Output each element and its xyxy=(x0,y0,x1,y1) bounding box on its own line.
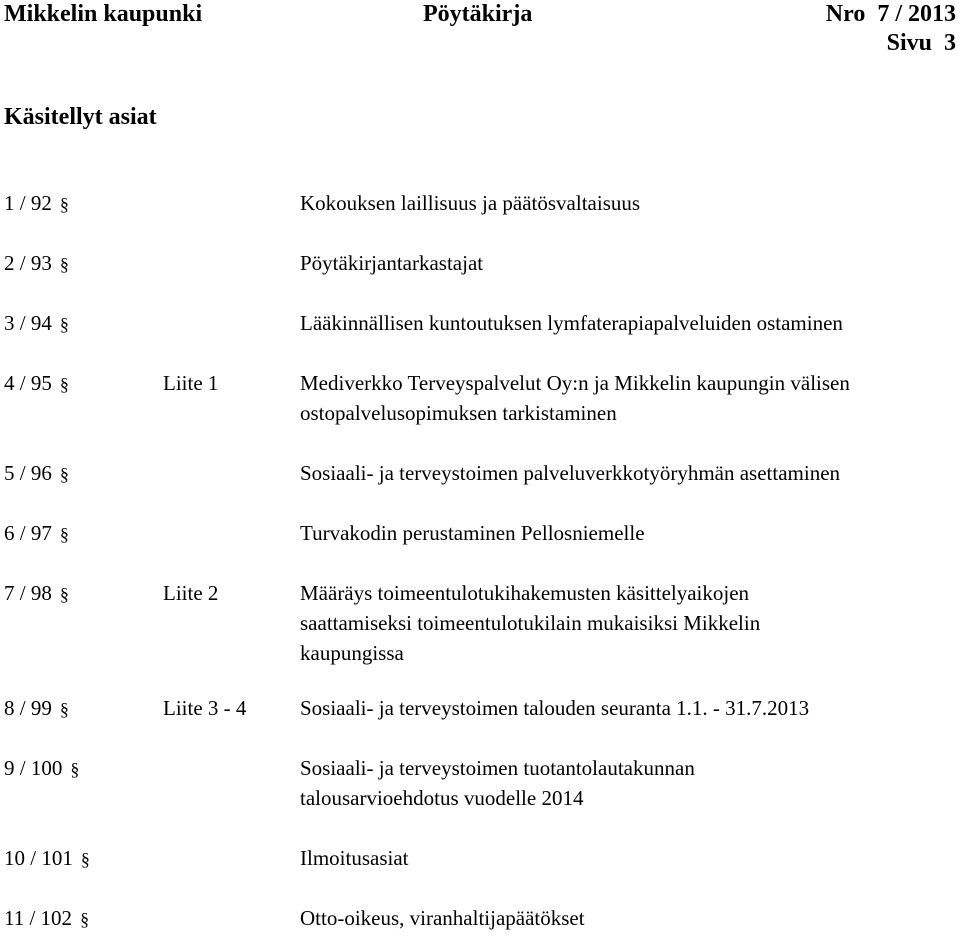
item-title-line: kaupungissa xyxy=(300,641,404,665)
item-title-line: Sosiaali- ja terveystoimen tuotantolautakunnan xyxy=(300,756,695,780)
item-attachment: Liite 1 xyxy=(163,371,219,395)
item-number-text: 4 / 95 xyxy=(4,371,52,395)
item-number-text: 8 / 99 xyxy=(4,696,52,720)
item-number xyxy=(4,368,69,399)
page-header xyxy=(0,0,960,60)
item-number xyxy=(4,248,69,279)
item-number xyxy=(4,903,89,934)
section-title: Käsitellyt asiat xyxy=(4,104,157,130)
item-number xyxy=(4,693,69,724)
section-sign: § xyxy=(80,849,90,869)
item-title-line: ostopalvelusopimuksen tarkistaminen xyxy=(300,401,617,425)
item-title xyxy=(300,753,955,813)
section-sign: § xyxy=(80,909,90,929)
item-number-text: 10 / 101 xyxy=(4,846,73,870)
item-number xyxy=(4,843,90,874)
item-title-line: Otto-oikeus, viranhaltijapäätökset xyxy=(300,906,585,930)
item-title xyxy=(300,578,955,668)
section-sign: § xyxy=(59,584,69,604)
item-title-line: Määräys toimeentulotukihakemusten käsittelyaikojen xyxy=(300,581,750,605)
item-title xyxy=(300,518,955,548)
section-sign: § xyxy=(70,759,80,779)
item-title-line: Kokouksen laillisuus ja päätösvaltaisuus xyxy=(300,191,641,215)
city-name: Mikkelin kaupunki xyxy=(4,1,203,27)
item-number-text: 7 / 98 xyxy=(4,581,52,605)
item-number-text: 11 / 102 xyxy=(4,906,73,930)
item-title xyxy=(300,458,955,488)
section-sign: § xyxy=(59,699,69,719)
item-number-text: 9 / 100 xyxy=(4,756,63,780)
item-number-text: 5 / 96 xyxy=(4,461,52,485)
document-type: Pöytäkirja xyxy=(423,1,533,27)
item-title-line: Sosiaali- ja terveystoimen palveluverkkotyöryhmän asettaminen xyxy=(300,461,841,485)
item-number xyxy=(4,188,69,219)
item-title xyxy=(300,693,955,723)
document-number: Nro 7 / 2013 xyxy=(825,1,956,27)
section-sign: § xyxy=(59,464,69,484)
item-title xyxy=(300,368,955,428)
item-number xyxy=(4,578,69,609)
item-title-line: Sosiaali- ja terveystoimen talouden seuranta 1.1. - 31.7.2013 xyxy=(300,696,810,720)
item-title-line: Ilmoitusasiat xyxy=(300,846,409,870)
item-title xyxy=(300,188,955,218)
item-attachment: Liite 2 xyxy=(163,581,219,605)
item-number xyxy=(4,753,79,784)
section-sign: § xyxy=(59,374,69,394)
page-number: Sivu 3 xyxy=(886,30,956,56)
item-title-line: Turvakodin perustaminen Pellosniemelle xyxy=(300,521,645,545)
item-number xyxy=(4,518,69,549)
item-title-line: Lääkinnällisen kuntoutuksen lymfaterapiapalveluiden ostaminen xyxy=(300,311,843,335)
item-title-line: Pöytäkirjantarkastajat xyxy=(300,251,484,275)
section-sign: § xyxy=(59,524,69,544)
item-number-text: 1 / 92 xyxy=(4,191,52,215)
item-title xyxy=(300,308,955,338)
section-sign: § xyxy=(59,314,69,334)
item-title-line: Mediverkko Terveyspalvelut Oy:n ja Mikkelin kaupungin välisen xyxy=(300,371,850,395)
item-number xyxy=(4,308,69,339)
item-title xyxy=(300,903,955,933)
section-sign: § xyxy=(59,194,69,214)
section-sign: § xyxy=(59,254,69,274)
item-number-text: 3 / 94 xyxy=(4,311,52,335)
item-number-text: 2 / 93 xyxy=(4,251,52,275)
item-number-text: 6 / 97 xyxy=(4,521,52,545)
item-title xyxy=(300,843,955,873)
item-title xyxy=(300,248,955,278)
item-title-line: saattamiseksi toimeentulotukilain mukaisiksi Mikkelin xyxy=(300,611,761,635)
item-attachment: Liite 3 - 4 xyxy=(163,696,247,720)
item-title-line: talousarvioehdotus vuodelle 2014 xyxy=(300,786,584,810)
item-number xyxy=(4,458,69,489)
